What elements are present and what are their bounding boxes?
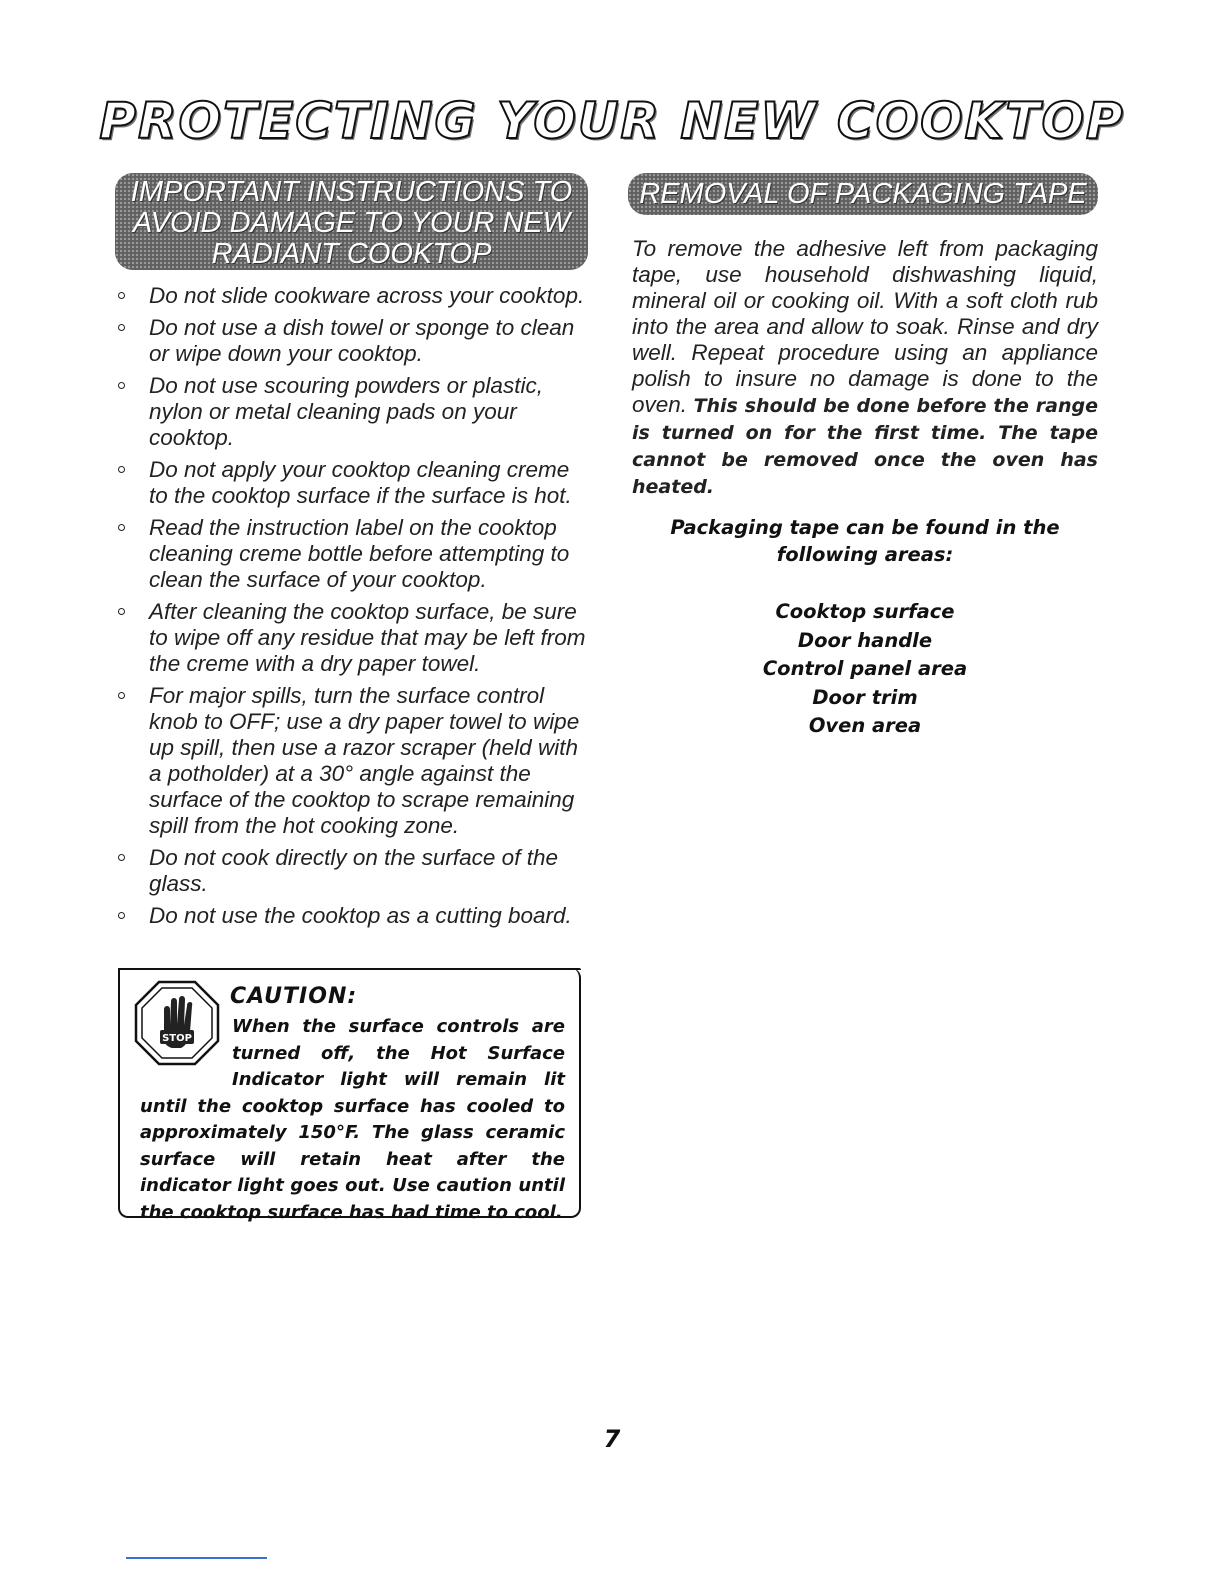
list-item: Control panel area [762,657,968,680]
caution-title: CAUTION: [230,984,358,1009]
removal-paragraph [632,236,1098,500]
found-areas-heading: Packaging tape can be found in the following areas: [670,516,1060,566]
instructions-list [118,283,590,935]
bullet-icon [118,466,125,473]
instructions-banner [115,173,588,270]
list-item: Door handle [797,628,933,652]
tape-areas-list [632,598,1098,741]
stop-icon-label: STOP [162,1033,192,1044]
bullet-icon [118,912,125,919]
list-item: Oven area [808,714,922,737]
caution-box [118,968,581,1223]
bullet-icon [118,524,125,531]
list-item: Do not slide cookware across your cooktop. [118,283,590,309]
bullet-icon [118,692,125,699]
list-item: After cleaning the cooktop surface, be sure to wipe off any residue that may be left from the creme with a dry paper towel. [118,599,590,677]
instructions-banner-line-3: RADIANT COOKTOP [211,238,492,270]
page-number: 7 [603,1425,621,1453]
caution-border [132,968,581,970]
list-item: Do not use a dish towel or sponge to clean or wipe down your cooktop. [118,315,590,367]
bullet-icon [118,382,125,389]
list-item: Cooktop surface [775,600,955,623]
bullet-icon [118,854,125,861]
bullet-icon [118,292,125,299]
removal-text: To remove the adhesive left from packaging tape, use household dishwashing liquid, mineral oil or cooking oil. With a soft cloth rub into the area and allow to soak. Rinse and dry well. Repeat procedure using an appliance polish to insure no damage is done to the oven. [632,236,1098,417]
caution-text: When the surface controls are turned off, the Hot Surface Indicator light will remain lit until the cooktop surface has cooled to approximately 150°F. The glass ceramic surface will retain heat after the indicator light goes out. Use caution until the cooktop surface has had time to cool. [140,1016,565,1223]
list-item: Read the instruction label on the cooktop cleaning creme bottle before attempting to clean the surface of your cooktop. [118,515,590,593]
packaging-tape-banner: REMOVAL OF PACKAGING TAPE [628,173,1098,215]
bullet-icon [118,608,125,615]
instructions-banner-line-1: IMPORTANT INSTRUCTIONS TO [130,176,573,208]
list-item: Door trim [812,685,918,709]
page-title: PROTECTING YOUR NEW COOKTOP [99,92,1125,150]
removal-section [632,236,1098,741]
list-item: Do not cook directly on the surface of the glass. [118,845,590,897]
footer-rule [126,1557,267,1559]
list-item: Do not use scouring powders or plastic, nylon or metal cleaning pads on your cooktop. [118,373,590,451]
list-item: Do not use the cooktop as a cutting board. [118,903,590,929]
instructions-banner-line-2: AVOID DAMAGE TO YOUR NEW [132,207,571,239]
caution-paragraph [140,1014,565,1226]
list-item: Do not apply your cooktop cleaning creme to the cooktop surface if the surface is hot. [118,457,590,509]
removal-warning: This should be done before the range is turned on for the first time. The tape cannot be removed once the oven has heated. [632,395,1098,498]
bullet-icon [118,324,125,331]
list-item: For major spills, turn the surface control knob to OFF; use a dry paper towel to wipe up spill, then use a razor scraper (held with a potholder) at a 30° angle against the surface of the cooktop to scrape remaining spill from the hot cooking zone. [118,683,590,839]
